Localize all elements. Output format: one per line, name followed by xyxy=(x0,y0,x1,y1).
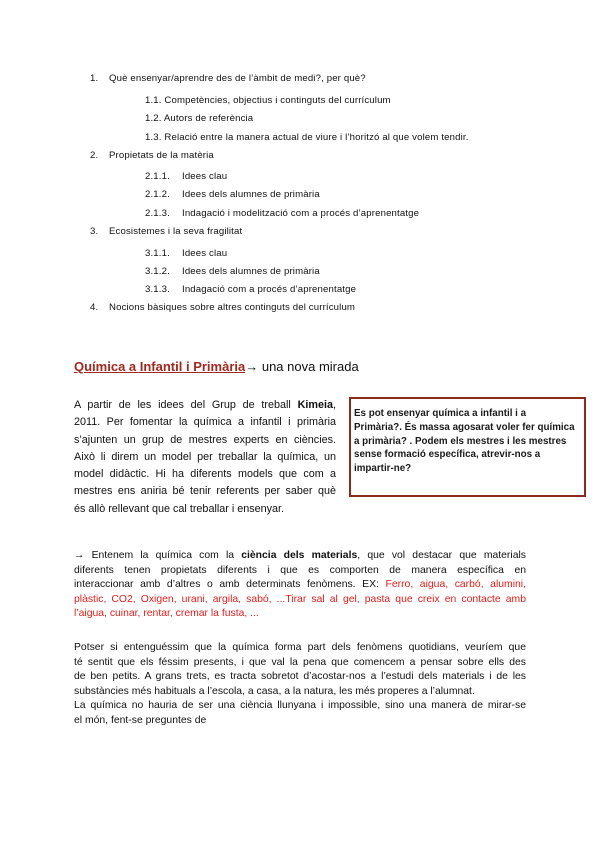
toc-item-1-2: 1.2. Autors de referència xyxy=(145,113,254,124)
toc-text: Nocions bàsiques sobre altres continguts del currículum xyxy=(109,302,356,313)
toc-num: 2. xyxy=(90,150,99,161)
toc-item-3-1-1 xyxy=(145,248,227,259)
section-heading-subtitle: → una nova mirada xyxy=(245,359,359,374)
toc-text: Què ensenyar/aprendre des de l’àmbit de medi?, per què? xyxy=(109,73,366,84)
toc-num: 3.1.3. xyxy=(145,284,170,295)
section-heading xyxy=(74,359,359,374)
toc-text: Idees dels alumnes de primària xyxy=(182,266,320,277)
intro-line: mestres ens aniria bé tenir referents per saber què xyxy=(74,485,336,498)
intro-line: s’ajunten un grup de mestres experts en ciències. xyxy=(74,433,336,446)
toc-num: 2.1.1. xyxy=(145,171,170,182)
toc-item-2-1-1 xyxy=(145,171,227,182)
everyday-paragraph: Potser si entenguéssim que la química forma part dels fenòmens quotidians, veuríem que té sentit que els féssim presents, i que val la pena que comencem a pensar sobre ells des de ben petits. A grans trets, es tracta sobretot d’acostar-nos a l’estudi dels materials i de les substàncies més habituals a l’escola, a casa, a la natura, les més properes a l’alumnat. La química no hauria de ser una ciència llunyana i impossible, sino una manera de mirar-se el món, fent-se preguntes de xyxy=(74,642,526,726)
toc-item-3-1-2 xyxy=(145,266,320,277)
toc-item-2-1-2 xyxy=(145,189,320,200)
toc-item-1 xyxy=(90,73,366,84)
toc-text: Propietats de la matèria xyxy=(109,150,214,161)
toc-num: 2.1.2. xyxy=(145,189,170,200)
toc-item-4 xyxy=(90,302,355,313)
toc-text: Indagació i modelització com a procés d’aprenentatge xyxy=(182,208,420,219)
toc-num: 2.1.3. xyxy=(145,208,170,219)
toc-num: 4. xyxy=(90,302,99,313)
toc-item-2-1-3 xyxy=(145,208,419,219)
toc-item-1-3: 1.3. Relació entre la manera actual de viure i l’horitzó al que volem tendir. xyxy=(145,132,469,143)
toc-item-3 xyxy=(90,226,242,237)
materials-paragraph: → Entenem la química com la ciència dels materials, que vol destacar que materials diferents tenen propietats diferents i que es comporten de manera específica en interaccionar amb d’altres o amb determinats fenòmens. EX: Ferro, aigua, carbó, alumini, plàstic, CO2, Oxigen, urani, argila, sabó, ...Tirar sal al gel, pasta que creix en contacte amb l’aigua, cuinar, rentar, cremar la fusta, ... xyxy=(74,550,526,620)
toc-item-2 xyxy=(90,150,214,161)
toc-text: Idees clau xyxy=(182,248,228,259)
toc-item-3-1-3 xyxy=(145,284,356,295)
toc-text: Indagació com a procés d’aprenentatge xyxy=(182,284,357,295)
toc-num: 1. xyxy=(90,73,99,84)
toc-text: Ecosistemes i la seva fragilitat xyxy=(109,226,243,237)
intro-line: és allò rellevant que cal treballar i ensenyar. xyxy=(74,502,285,515)
intro-line: A partir de les idees del Grup de treball Kimeia, xyxy=(74,399,336,411)
toc-item-1-1: 1.1. Competències, objectius i continguts del currículum xyxy=(145,95,391,106)
intro-line: 2011. Per fomentar la química a infantil i primària xyxy=(74,416,336,429)
intro-line: model didàctic. Hi ha diferents models que com a xyxy=(74,468,336,481)
intro-paragraph xyxy=(74,397,336,518)
toc-num: 3. xyxy=(90,226,99,237)
kimeia-label: Kimeia xyxy=(297,399,333,411)
section-heading-title: Química a Infantil i Primària xyxy=(74,359,246,374)
toc-text: Idees dels alumnes de primària xyxy=(182,189,320,200)
toc-text: Idees clau xyxy=(182,171,228,182)
toc-num: 3.1.2. xyxy=(145,266,170,277)
intro-line: Això li direm un model per treballar la química, un xyxy=(74,450,336,463)
question-box-text: Es pot ensenyar química a infantil i a Primària?. És massa agosarat voler fer química a primària? . Podem els mestres i les mestres sense formació específica, atrevir-nos a impartir-ne? xyxy=(354,408,575,475)
toc-num: 3.1.1. xyxy=(145,248,170,259)
materials-science-label: ciència dels materials xyxy=(241,550,358,561)
